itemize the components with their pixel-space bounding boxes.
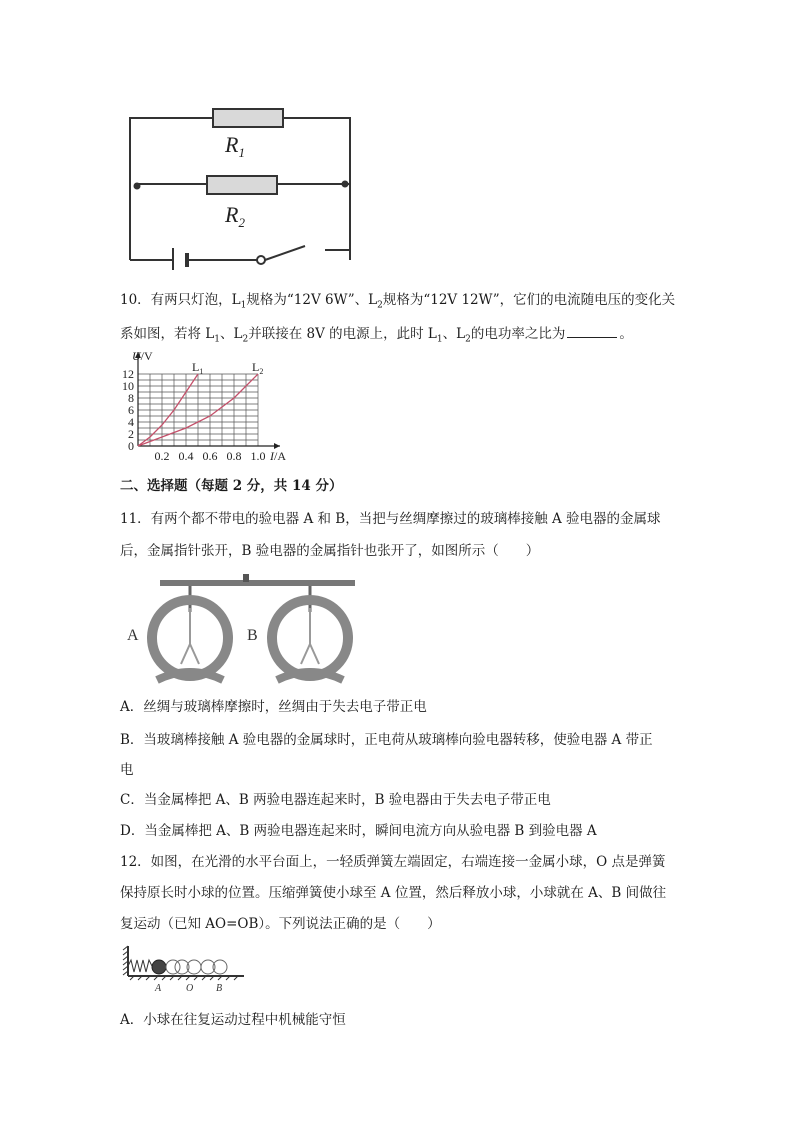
ball [152,960,166,974]
resistor-r2 [207,176,277,194]
series-label-l1: $L_1$ [192,360,204,376]
spring-figure [122,942,252,994]
y-tick-label: 10 [122,379,134,393]
electroscope-a [152,586,228,680]
x-tick-label: 0.6 [202,449,218,463]
q11-option-d: D．当金属棒把 A、B 两验电器连起来时，瞬间电流方向从验电器 B 到验电器 A [120,823,597,839]
q11-line1: 11．有两个都不带电的验电器 A 和 B，当把与丝绸摩擦过的玻璃棒接触 A 验电器的金属球 [120,511,661,527]
x-tick-label: 0.2 [154,449,170,463]
y-tick-label: 6 [128,403,134,417]
y-tick-label: 2 [128,427,134,441]
circuit-figure [125,100,360,270]
q11-option-b-line2: 电 [120,762,134,778]
x-tick-label: 1.0 [250,449,266,463]
answer-blank [567,323,617,338]
y-tick-label: 8 [128,391,134,405]
series-label-l2: $L_2$ [252,360,264,376]
q12-line1: 12．如图，在光滑的水平台面上，一轻质弹簧左端固定，右端连接一金属小球，O 点是弹簧 [120,854,666,870]
r1-label: $R_1$ [225,132,245,160]
y-tick-label: 12 [122,367,134,381]
ui-chart [118,348,298,470]
q12-line2: 保持原长时小球的位置。压缩弹簧使小球至 A 位置，然后释放小球，小球就在 A、B 间做往 [120,885,667,901]
y-tick-label: 4 [128,415,134,429]
point-o-label: O [186,983,194,994]
q10-line2: 系如图，若将 $L_1$、$L_2$并联接在 8V 的电源上，此时 $L_1$、$L_2$的电功率之比为 。 [120,323,633,344]
q12-line3: 复运动（已知 AO=OB）。下列说法正确的是（ ） [120,916,441,932]
point-a-label: A [155,983,162,994]
q11-option-c: C．当金属棒把 A、B 两验电器连起来时，B 验电器由于失去电子带正电 [120,792,551,808]
electroscope-label-b: B [247,627,258,644]
q12-option-a: A．小球在往复运动过程中机械能守恒 [120,1012,346,1028]
x-tick-label: 0.4 [178,449,194,463]
section-title: 二、选择题（每题 2 分，共 14 分） [120,478,343,494]
q11-option-a: A．丝绸与玻璃棒摩擦时，丝绸由于失去电子带正电 [120,699,427,715]
x-tick-label: 0.8 [226,449,242,463]
x-axis-label: I/A [270,449,286,463]
q11-line2: 后，金属指针张开，B 验电器的金属指针也张开了，如图所示（ ） [120,543,540,559]
y-tick-label: 0 [128,439,134,453]
electroscope-label-a: A [127,627,139,644]
r2-label: $R_2$ [225,202,245,230]
resistor-r1 [213,109,283,127]
electroscope-figure [125,572,365,690]
q11-option-b-line1: B．当玻璃棒接触 A 验电器的金属球时，正电荷从玻璃棒向验电器转移，使验电器 A 带正 [120,732,653,748]
electroscope-b [272,586,348,680]
spring [128,960,152,972]
point-b-label: B [216,983,223,994]
y-axis-label: U/V [132,349,153,363]
q10-line1: 10．有两只灯泡，$L_1$规格为“12V 6W”、$L_2$规格为“12V 12W”，它们的电流随电压的变化关 [120,292,676,311]
